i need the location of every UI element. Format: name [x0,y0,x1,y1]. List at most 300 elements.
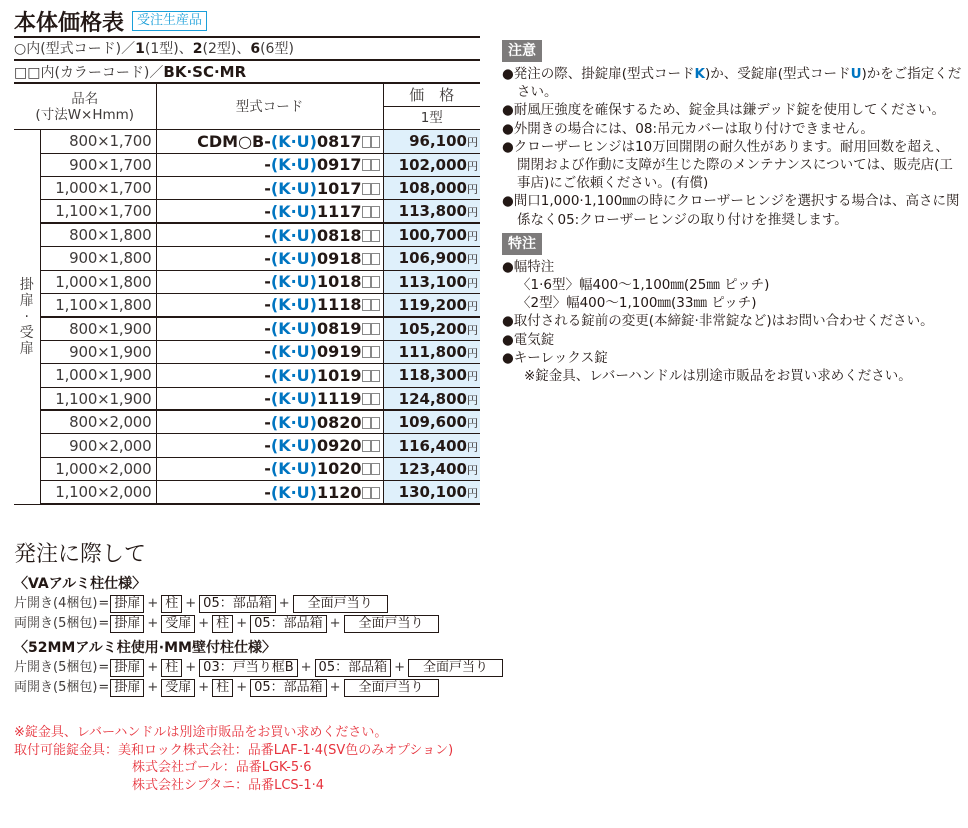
plus-sign: + [185,660,197,675]
code-u: U [850,66,862,82]
yen-unit: 円 [467,463,478,477]
formula-label: 片開き(4梱包) [14,596,98,611]
type-code-1-label: (1型) [144,41,179,57]
header-name-label: 品名 [71,90,99,107]
equals-sign: = [98,616,110,631]
size-cell: 900×1,900 [40,340,156,363]
color-code-box-icon [362,417,371,429]
code-dash: - [264,412,271,432]
special-item-4: ●キーレックス錠 [502,349,608,366]
size-cell: 800×1,800 [40,223,156,246]
part-box: 05：部品箱 [199,595,276,613]
lock-side-code: K·U [278,225,310,245]
color-code-box-icon [362,346,371,358]
paren: ) [309,225,317,245]
size-code: 1017 [316,178,362,198]
color-code-box-icon [362,463,371,475]
color-code-box-icon [371,253,380,265]
plus-sign: + [198,680,210,695]
size-code: 0918 [316,248,362,268]
price-cell [383,153,480,176]
caution-note-2: ●耐風圧強度を確保するため、錠金具は鎌デッド錠を使用してください。 [502,102,945,119]
order-section [14,540,534,698]
notes-section [502,40,962,385]
yen-unit: 円 [467,299,478,313]
table-row [14,481,480,504]
note-text: )かをご指定ください。 [517,66,962,101]
type-code-2: 2 [192,41,203,57]
yen-unit: 円 [467,393,478,407]
size-code: 0917 [316,155,362,175]
part-box: 柱 [212,679,233,697]
lock-side-code: K·U [278,482,310,502]
header-name-sub: (寸法W×Hmm) [35,106,135,123]
yen-unit: 円 [467,417,478,431]
lock-side-code: K·U [278,248,310,268]
price-cell [383,410,480,433]
paren: ( [270,319,279,339]
paren: ) [309,389,317,409]
part-box: 全面戸当り [293,595,388,613]
part-box: 掛扉 [110,679,144,697]
table-row [14,130,480,153]
table-row [14,177,480,200]
code-dash: - [264,319,271,339]
price-cell [383,364,480,387]
title-row [14,6,480,36]
paren: ( [270,155,279,175]
header-code: 型式コード [156,83,383,130]
price-cell [383,294,480,317]
code-dash: - [264,342,271,362]
yen-unit: 円 [467,253,478,267]
part-box: 05：部品箱 [250,615,327,633]
part-box: 全面戸当り [408,659,503,677]
code-cell [156,434,383,457]
code-dash: - [264,201,271,221]
caution-tag: 注意 [502,40,542,62]
size-cell: 800×2,000 [40,410,156,433]
color-code-box-icon [362,183,371,195]
price-cell [383,130,480,153]
price-cell [383,223,480,246]
code-cell [156,457,383,480]
table-row [14,200,480,223]
price-value: 118,300 [398,366,467,385]
paren: ( [270,436,279,456]
special-item-1: ●幅特注 [502,258,555,275]
part-box: 掛扉 [110,595,144,613]
price-cell [383,177,480,200]
group-label-char: 受 [19,324,34,341]
plus-sign: + [147,660,159,675]
price-value: 102,000 [398,155,467,174]
code-dash: - [264,295,271,315]
equals-sign: = [98,660,110,675]
paren: ) [309,482,317,502]
part-box: 受扉 [161,615,195,633]
code-prefix: CDM○B- [197,131,271,151]
special-item-2: ●取付される錠前の変更(本締錠·非常錠など)はお問い合わせください。 [502,313,934,330]
yen-unit: 円 [467,440,478,454]
type-code-prefix: ○内(型式コード)／ [14,41,136,57]
caution-note-4: ●クローザーヒンジは10万回開閉の耐久性があります。耐用回数を超え、開閉および作動に支障が生じた際のメンテナンスについては、販売店(工事店)にご依頼ください。(有償) [502,138,953,192]
paren: ( [270,272,279,292]
note-text: )か、受錠扉(型式コード [705,66,851,82]
color-code-box-icon [371,370,380,382]
color-code-box-icon [362,487,371,499]
color-code-box-icon [362,393,371,405]
size-cell: 1,100×1,800 [40,294,156,317]
price-value: 105,200 [398,319,467,338]
color-code-box-icon [362,206,371,218]
paren: ) [309,201,317,221]
plus-sign: + [300,660,312,675]
type-code-6-label: (6型) [260,41,294,57]
part-box: 掛扉 [110,659,144,677]
price-table-section [14,6,480,505]
caution-note-1 [502,65,962,101]
made-to-order-badge: 受注生産品 [132,11,207,31]
lock-note-3: 株式会社ゴール：品番LGK-5·6 [132,760,312,775]
color-code-box-icon [371,206,380,218]
price-value: 108,000 [398,179,467,198]
table-row [14,247,480,270]
lock-note-2: 取付可能錠金具：美和ロック株式会社：品番LAF-1·4(SV色のみオプション) [14,742,454,758]
price-value: 123,400 [398,459,467,478]
code-cell [156,223,383,246]
paren: ) [309,295,317,315]
price-cell [383,481,480,504]
lock-side-code: K·U [278,459,310,479]
plus-sign: + [185,596,197,611]
code-cell [156,410,383,433]
special-item-1-sub1: 〈1·6型〉幅400～1,100㎜(25㎜ ピッチ) [517,277,770,294]
plus-sign: + [198,616,210,631]
price-cell [383,317,480,340]
price-value: 96,100 [409,132,467,151]
code-dash: - [264,178,271,198]
price-cell [383,387,480,410]
price-cell [383,457,480,480]
color-code-box-icon [362,299,371,311]
size-code: 1118 [316,295,362,315]
order-title: 発注に際して [14,542,147,567]
equals-sign: = [98,596,110,611]
price-value: 113,800 [398,202,467,221]
color-code-box-icon [371,487,380,499]
type-code-6: 6 [250,41,261,57]
size-cell: 800×1,900 [40,317,156,340]
paren: ) [309,342,317,362]
price-table [14,82,480,505]
lock-side-code: K·U [278,131,310,151]
code-cell [156,200,383,223]
special-item-3: ●電気錠 [502,331,555,348]
formula-label: 両開き(5梱包) [14,616,98,631]
formula-label: 両開き(5梱包) [14,680,98,695]
lock-side-code: K·U [278,155,310,175]
lock-side-code: K·U [278,178,310,198]
color-code-box-icon [371,276,380,288]
code-dash: - [264,389,271,409]
lock-note-1: ※錠金具、レバーハンドルは別途市販品をお買い求めください。 [14,725,388,740]
size-cell: 800×1,700 [40,130,156,153]
paren: ( [270,295,279,315]
size-code: 0818 [316,225,362,245]
color-code-box-icon [371,230,380,242]
yen-unit: 円 [467,159,478,173]
paren: ) [309,131,317,151]
code-dash: - [264,365,271,385]
price-value: 106,900 [398,249,467,268]
color-code-box-icon [371,323,380,335]
size-cell: 1,000×1,800 [40,270,156,293]
color-code-box-icon [371,417,380,429]
size-cell: 1,100×2,000 [40,481,156,504]
color-code-box-icon [371,299,380,311]
group-label-char: 掛 [19,276,34,293]
type-code-1: 1 [135,41,145,57]
paren: ( [270,225,279,245]
paren: ) [309,248,317,268]
lock-side-code: K·U [278,295,310,315]
plus-sign: + [147,616,159,631]
paren: ( [270,342,279,362]
group-label-char: 扉 [19,340,34,357]
equals-sign: = [98,680,110,695]
paren: ( [270,131,279,151]
table-row [14,340,480,363]
code-cell [156,317,383,340]
color-code-box-icon [371,136,380,148]
code-cell [156,247,383,270]
table-row [14,410,480,433]
paren: ) [309,155,317,175]
paren: ) [309,178,317,198]
code-cell [156,364,383,387]
color-code-prefix: □□内(カラーコード)／ [14,65,164,81]
code-cell [156,130,383,153]
table-row [14,153,480,176]
paren: ) [309,412,317,432]
size-code: 0920 [316,436,362,456]
code-dash: - [264,482,271,502]
color-code-box-icon [371,159,380,171]
part-box: 受扉 [161,679,195,697]
code-dash: - [264,436,271,456]
size-code: 1120 [316,482,362,502]
lock-side-code: K·U [278,389,310,409]
code-cell [156,270,383,293]
part-box: 03：戸当り框B [199,659,297,677]
table-row [14,223,480,246]
part-box: 柱 [161,595,182,613]
size-code: 1020 [316,459,362,479]
lock-note-4: 株式会社シブタニ：品番LCS-1·4 [132,777,325,793]
price-cell [383,434,480,457]
paren: ) [309,459,317,479]
paren: ) [309,319,317,339]
formula-label: 片開き(5梱包) [14,660,98,675]
lock-side-code: K·U [278,201,310,221]
code-cell [156,177,383,200]
code-dash: - [264,459,271,479]
header-name [14,83,156,130]
size-cell: 1,000×1,900 [40,364,156,387]
group-label-char: 扉 [19,292,34,309]
color-code-legend [14,59,480,82]
yen-unit: 円 [467,370,478,384]
part-box: 柱 [161,659,182,677]
color-code-box-icon [362,253,371,265]
lock-side-code: K·U [278,342,310,362]
color-code-box-icon [362,159,371,171]
size-code: 0820 [316,412,362,432]
type-code-2-label: (2型) [202,41,237,57]
header-price: 価 格 [383,83,480,106]
color-codes: BK·SC·MR [163,63,247,81]
price-cell [383,270,480,293]
table-row [14,294,480,317]
paren: ( [270,412,279,432]
paren: ( [270,365,279,385]
color-code-box-icon [362,440,371,452]
part-box: 全面戸当り [344,615,439,633]
lock-side-code: K·U [278,365,310,385]
plus-sign: + [278,596,290,611]
color-code-box-icon [362,370,371,382]
code-cell [156,153,383,176]
price-value: 119,200 [398,295,467,314]
color-code-box-icon [371,463,380,475]
code-dash: - [264,248,271,268]
part-box: 掛扉 [110,615,144,633]
sep: 、 [236,41,251,57]
size-cell: 1,100×1,900 [40,387,156,410]
paren: ) [309,365,317,385]
code-cell [156,340,383,363]
code-dash: - [264,155,271,175]
lock-side-code: K·U [278,319,310,339]
code-dash: - [264,272,271,292]
size-code: 0919 [316,342,362,362]
price-cell [383,200,480,223]
yen-unit: 円 [467,206,478,220]
special-order-tag: 特注 [502,233,542,255]
plus-sign: + [147,680,159,695]
yen-unit: 円 [467,346,478,360]
color-code-box-icon [371,183,380,195]
order-formula [14,658,534,678]
size-code: 1119 [316,389,362,409]
size-code: 0819 [316,319,362,339]
header-price-type1: 1型 [383,106,480,129]
code-dash: - [264,225,271,245]
part-box: 05：部品箱 [315,659,392,677]
paren: ( [270,389,279,409]
lock-side-code: K·U [278,412,310,432]
code-cell [156,387,383,410]
color-code-box-icon [362,136,371,148]
color-code-box-icon [371,440,380,452]
color-code-box-icon [362,276,371,288]
type-code-legend [14,36,480,59]
price-value: 109,600 [398,413,467,432]
color-code-box-icon [362,323,371,335]
yen-unit: 円 [467,323,478,337]
part-box: 柱 [212,615,233,633]
paren: ( [270,248,279,268]
size-cell: 1,100×1,700 [40,200,156,223]
price-cell [383,340,480,363]
paren: ( [270,459,279,479]
size-cell: 1,000×2,000 [40,457,156,480]
sep: 、 [178,41,193,57]
plus-sign: + [329,680,341,695]
order-formula [14,614,534,634]
table-row [14,317,480,340]
table-row [14,364,480,387]
plus-sign: + [329,616,341,631]
table-row [14,434,480,457]
caution-note-5: ●間口1,000·1,100㎜の時にクローザーヒンジを選択する場合は、高さに関係なく05:クローザーヒンジの取り付けを推奨します。 [502,193,960,228]
table-row [14,457,480,480]
size-code: 0817 [316,131,362,151]
order-formula [14,678,534,698]
spec-title: 〈VAアルミ柱仕様〉 [14,576,147,592]
plus-sign: + [236,680,248,695]
part-box: 全面戸当り [344,679,439,697]
color-code-box-icon [371,393,380,405]
yen-unit: 円 [467,230,478,244]
size-cell: 900×2,000 [40,434,156,457]
code-cell [156,481,383,504]
size-cell: 900×1,700 [40,153,156,176]
table-row [14,270,480,293]
code-k: K [694,66,706,82]
code-cell [156,294,383,317]
size-code: 1117 [316,201,362,221]
plus-sign: + [147,596,159,611]
price-value: 124,800 [398,389,467,408]
paren: ) [309,436,317,456]
price-value: 111,800 [398,342,467,361]
plus-sign: + [394,660,405,675]
page-title: 本体価格表 [14,10,125,36]
size-code: 1018 [316,272,362,292]
yen-unit: 円 [467,487,478,501]
order-formula [14,594,534,614]
yen-unit: 円 [467,136,478,150]
lock-side-code: K·U [278,272,310,292]
caution-note-3: ●外開きの場合には、08:吊元カバーは取り付けできません。 [502,120,874,137]
group-label-char: · [24,308,29,325]
group-label [14,130,40,504]
special-item-4-sub: ※錠金具、レバーハンドルは別途市販品をお買い求めください。 [524,368,912,385]
spec-title: 〈52MMアルミ柱使用·MM壁付柱仕様〉 [14,640,276,656]
lock-side-code: K·U [278,436,310,456]
paren: ( [270,178,279,198]
note-text: ●発注の際、掛錠扉(型式コード [502,66,695,82]
part-box: 05：部品箱 [250,679,327,697]
price-value: 116,400 [398,436,467,455]
paren: ( [270,482,279,502]
price-value: 130,100 [398,483,467,502]
color-code-box-icon [362,230,371,242]
size-cell: 1,000×1,700 [40,177,156,200]
yen-unit: 円 [467,183,478,197]
